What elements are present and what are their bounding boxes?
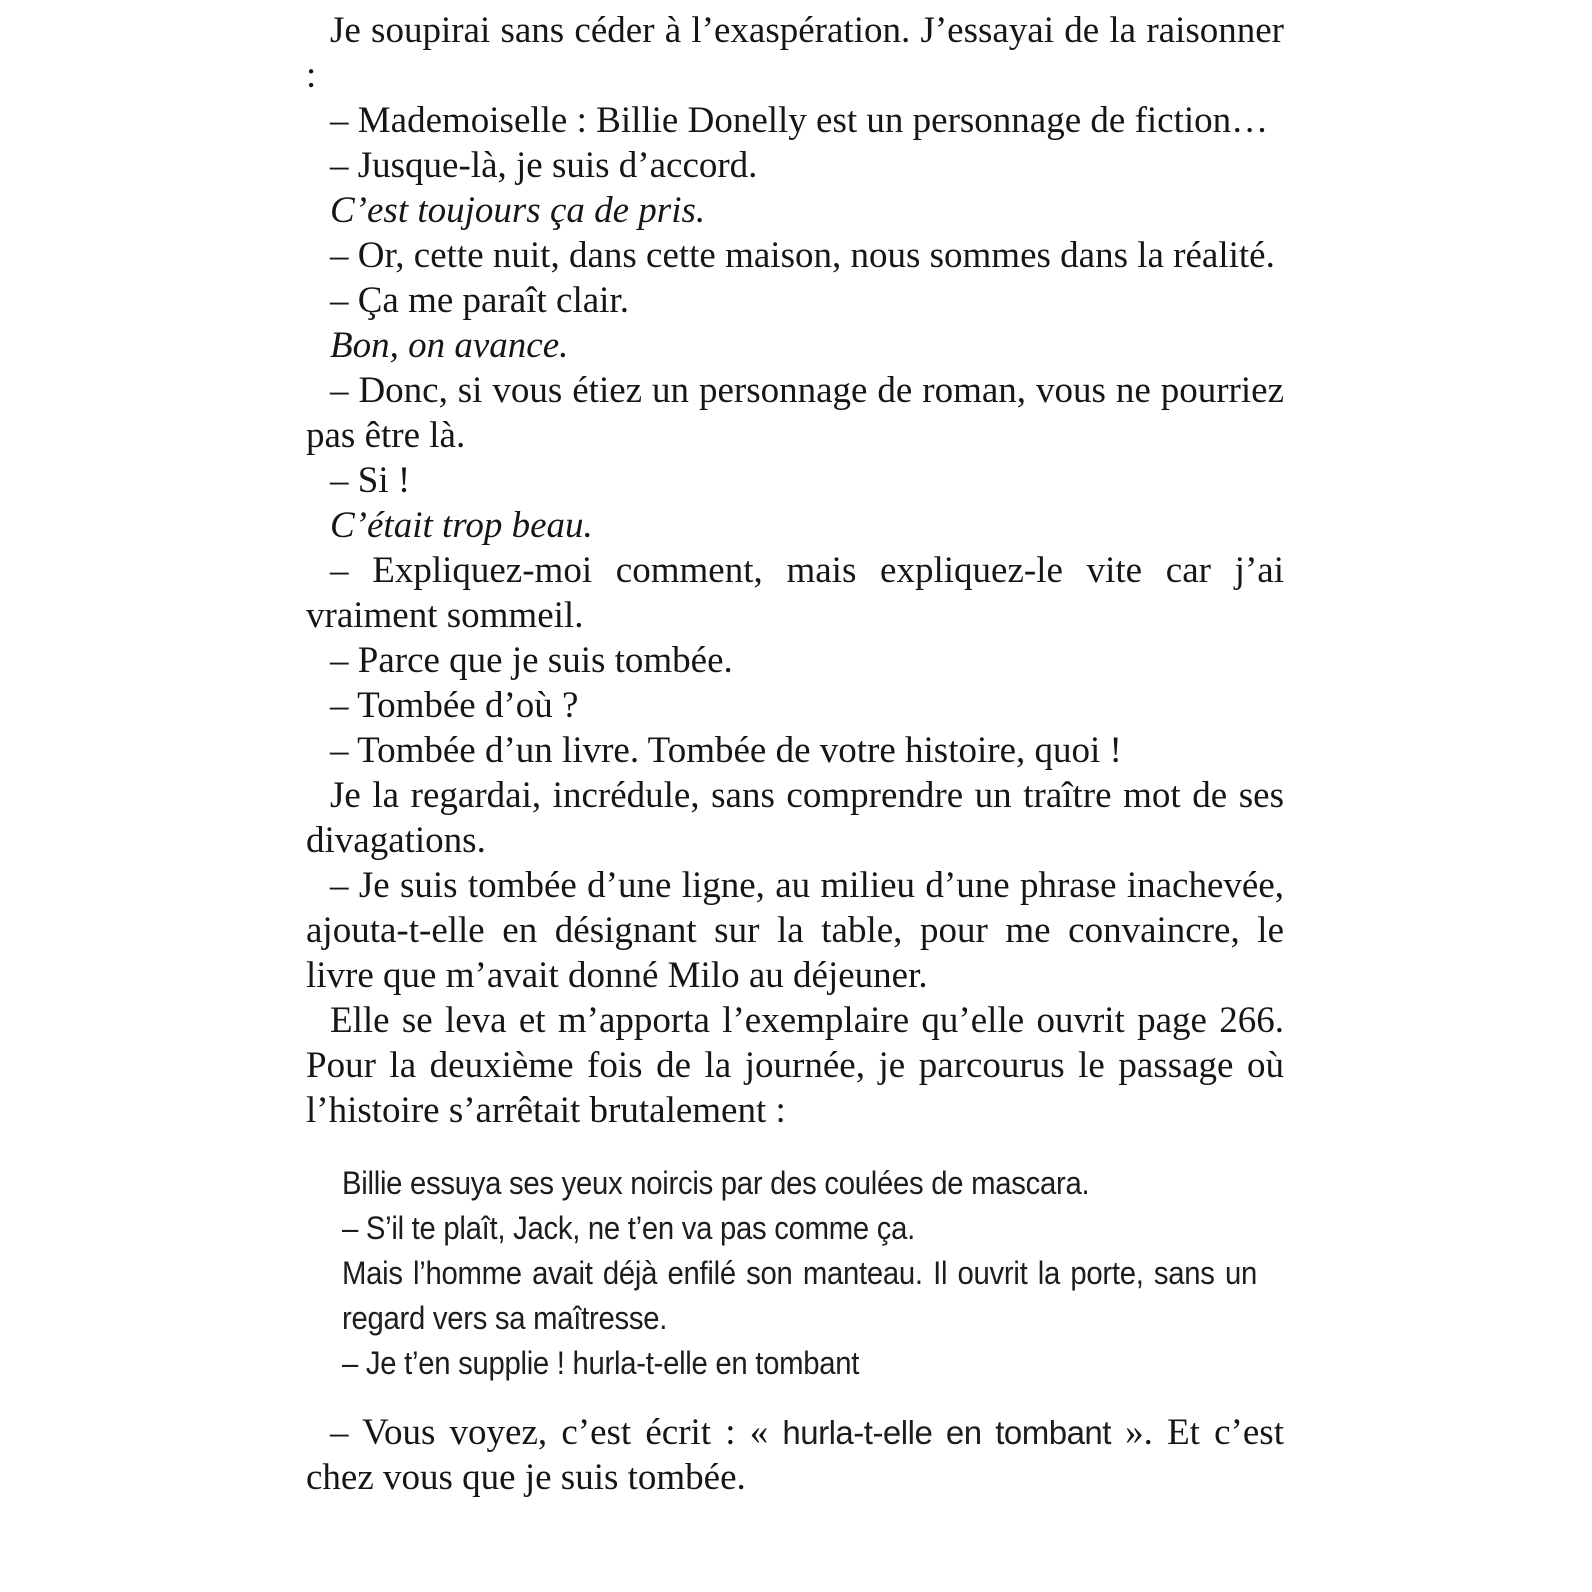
paragraph-dialogue: – Tombée d’un livre. Tombée de votre histoire, quoi ! [330, 730, 1122, 771]
paragraph-dialogue: – Expliquez-moi comment, mais expliquez-le vite car j’ai vraiment sommeil. [306, 550, 1284, 636]
excerpt-line: Mais l’homme avait déjà enfilé son manteau. Il ouvrit la porte, sans un regard vers sa maîtresse. [342, 1255, 1257, 1336]
paragraph-inner-thought: C’est toujours ça de pris. [330, 190, 706, 231]
closing-text-suffix: ». Et c’est chez vous que je suis tombée. [306, 1412, 1284, 1498]
paragraph-dialogue: – Ça me paraît clair. [330, 280, 629, 321]
paragraph-dialogue-closing [306, 1410, 1284, 1500]
paragraph-dialogue: – Je suis tombée d’une ligne, au milieu d’une phrase inachevée, ajouta-t-elle en désignant sur la table, pour me convaincre, le livre que m’avait donné Milo au déjeuner. [306, 865, 1284, 996]
excerpt-line: – Je t’en supplie ! hurla-t-elle en tombant [342, 1345, 860, 1381]
paragraph-dialogue: – Tombée d’où ? [330, 685, 579, 726]
paragraph-inner-thought: Bon, on avance. [330, 325, 569, 366]
paragraph-dialogue: – Donc, si vous étiez un personnage de roman, vous ne pourriez pas être là. [306, 370, 1284, 456]
page-text [306, 8, 1284, 1500]
paragraph-narration: Elle se leva et m’apporta l’exemplaire qu’elle ouvrit page 266. Pour la deuxième fois de la journée, je parcourus le passage où l’histoire s’arrêtait brutalement : [306, 1000, 1284, 1131]
paragraph-narration: Je la regardai, incrédule, sans comprendre un traître mot de ses divagations. [306, 775, 1284, 861]
paragraph-dialogue: – Jusque-là, je suis d’accord. [330, 145, 758, 186]
closing-text-prefix: – Vous voyez, c’est écrit : « [330, 1412, 783, 1453]
paragraph-dialogue: – Or, cette nuit, dans cette maison, nous sommes dans la réalité. [330, 235, 1275, 276]
excerpt-line: Billie essuya ses yeux noircis par des coulées de mascara. [342, 1165, 1090, 1201]
book-excerpt [342, 1161, 1257, 1386]
paragraph-dialogue: – Si ! [330, 460, 411, 501]
quoted-excerpt-phrase: hurla-t-elle en tombant [782, 1414, 1111, 1451]
excerpt-line: – S’il te plaît, Jack, ne t’en va pas comme ça. [342, 1210, 915, 1246]
paragraph-narration: Je soupirai sans céder à l’exaspération. J’essayai de la raisonner : [306, 10, 1284, 96]
paragraph-dialogue: – Mademoiselle : Billie Donelly est un personnage de fiction… [330, 100, 1269, 141]
paragraph-dialogue: – Parce que je suis tombée. [330, 640, 733, 681]
paragraph-inner-thought: C’était trop beau. [330, 505, 593, 546]
